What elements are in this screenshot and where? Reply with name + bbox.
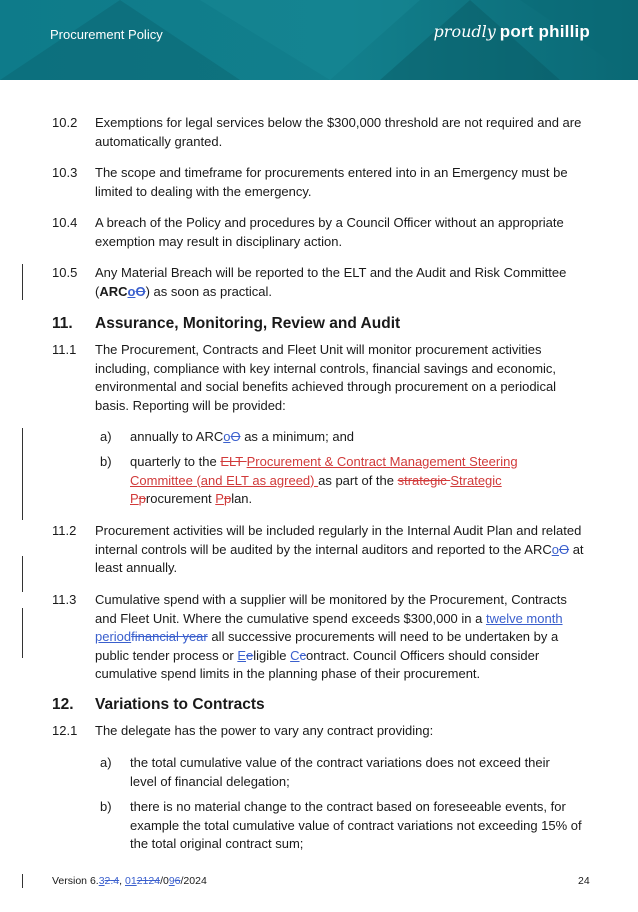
item-letter: b) xyxy=(100,799,112,814)
port-phillip-logo xyxy=(434,22,590,42)
section-title: Variations to Contracts xyxy=(95,696,265,713)
inserted-text: 01 xyxy=(125,875,137,887)
text-run: lan. xyxy=(231,491,253,506)
text-run: /0 xyxy=(160,875,169,887)
text-run: ligible xyxy=(253,647,291,663)
clause-number: 11.1 xyxy=(52,342,77,357)
section-number: 12. xyxy=(52,696,74,713)
item-text: the total cumulative value of the contract variations does not exceed their level of financial delegation; xyxy=(130,755,550,789)
clause-text: The Procurement, Contracts and Fleet Unit will monitor procurement activities including, compliance with key internal controls, financial savings and economic, environmental and social benefits achieved through procurement on a periodical basis. Reporting will be provided: xyxy=(95,342,557,413)
text-run: Version 6. xyxy=(52,875,99,887)
text-run: annually to ARC xyxy=(130,429,224,444)
deleted-text: p xyxy=(138,491,146,506)
text-run: Procurement activities will be included regularly in the Internal Audit Plan and related internal controls will be audited by the internal auditors and reported to the ARC xyxy=(95,523,582,557)
clause-text: A breach of the Policy and procedures by a Council Officer without an appropriate exemption may result in disciplinary action. xyxy=(95,215,564,249)
footer-version xyxy=(52,875,207,887)
text-run: ARC xyxy=(99,283,128,299)
section-number: 11. xyxy=(52,315,73,332)
clause-text xyxy=(95,264,585,301)
clause-number: 10.4 xyxy=(52,215,78,230)
clause-number: 10.2 xyxy=(52,115,78,130)
clause-text: The delegate has the power to vary any contract providing: xyxy=(95,723,434,738)
deleted-text: O xyxy=(558,541,570,557)
deleted-text: 6 xyxy=(174,875,181,887)
deleted-text: 24 xyxy=(148,875,161,887)
inserted-text: Procurement & Contract Management Steering Committee (and ELT as agreed) xyxy=(130,454,518,488)
text-run: Cumulative spend with a supplier will be monitored by the Procurement, Contracts and Fleet Unit. Where the cumulative spend exceeds $300,000 in a xyxy=(95,592,567,626)
text-run: at least annually. xyxy=(95,541,584,575)
text-run: as a minimum; and xyxy=(240,429,355,444)
logo-bold: port phillip xyxy=(499,22,590,41)
inserted-text: o xyxy=(551,541,559,557)
clause-number: 11.3 xyxy=(52,592,77,607)
deleted-text: 21 xyxy=(136,875,149,887)
logo-script: proudly xyxy=(433,22,496,41)
clause-number: 10.3 xyxy=(52,165,78,180)
inserted-text: Strategic xyxy=(450,472,502,488)
document-title: Procurement Policy xyxy=(50,27,163,42)
inserted-text: P xyxy=(130,491,139,506)
change-bar xyxy=(22,428,23,520)
deleted-text: financial year xyxy=(131,629,208,644)
change-bar xyxy=(22,556,23,592)
deleted-text: strategic xyxy=(397,472,451,488)
item-letter: a) xyxy=(100,755,112,770)
text-run: rocurement xyxy=(145,491,216,506)
text-run: all successive procurements will need to be undertaken by a public tender process or xyxy=(95,629,559,663)
deleted-text: O xyxy=(135,283,146,299)
inserted-text: C xyxy=(290,647,300,663)
text-run: quarterly to the xyxy=(130,454,221,469)
change-bar xyxy=(22,608,23,658)
text-run: as part of the xyxy=(318,472,398,488)
item-letter: b) xyxy=(100,454,112,469)
page-header xyxy=(0,0,638,80)
deleted-text: O xyxy=(230,429,241,444)
change-bar xyxy=(22,874,23,888)
clause-text xyxy=(95,591,585,684)
deleted-text: 2 xyxy=(104,875,111,887)
text-run: ontract. Council Officers should consider cumulative spend limits in the planning phase of their procurement. xyxy=(95,647,540,681)
item-text xyxy=(130,453,545,509)
deleted-text: c xyxy=(299,647,307,663)
item-text xyxy=(130,428,550,447)
inserted-text: o xyxy=(223,429,231,444)
deleted-text: ELT xyxy=(220,454,247,469)
section-title: Assurance, Monitoring, Review and Audit xyxy=(95,315,401,332)
deleted-text: .4 xyxy=(110,875,120,887)
inserted-text: P xyxy=(215,491,224,506)
clause-text: Exemptions for legal services below the $300,000 threshold are not required and are automatically granted. xyxy=(95,115,582,149)
clause-text xyxy=(95,522,585,578)
deleted-text: e xyxy=(246,647,254,663)
clause-number: 10.5 xyxy=(52,265,78,280)
inserted-text: 9 xyxy=(168,875,175,887)
page-number: 24 xyxy=(578,875,590,887)
inserted-text: o xyxy=(127,283,136,299)
deleted-text: p xyxy=(223,491,232,506)
text-run: ) as soon as practical. xyxy=(145,283,273,299)
change-bar xyxy=(22,264,23,300)
inserted-text: 3 xyxy=(98,875,105,887)
clause-number: 11.2 xyxy=(52,523,77,538)
text-run: /2024 xyxy=(180,875,207,887)
clause-number: 12.1 xyxy=(52,723,78,738)
inserted-text: twelve month period xyxy=(95,610,563,644)
text-run: , xyxy=(119,875,125,887)
clause-text: The scope and timeframe for procurements entered into in an Emergency must be limited to dealing with the emergency. xyxy=(95,165,568,199)
item-text: there is no material change to the contract based on foreseeable events, for example the total cumulative value of contract variations not exceeding 15% of the total original contract sum; xyxy=(130,799,582,851)
text-run: Any Material Breach will be reported to the ELT and the Audit and Risk Committee ( xyxy=(95,265,567,299)
item-letter: a) xyxy=(100,429,112,444)
inserted-text: E xyxy=(237,647,247,663)
